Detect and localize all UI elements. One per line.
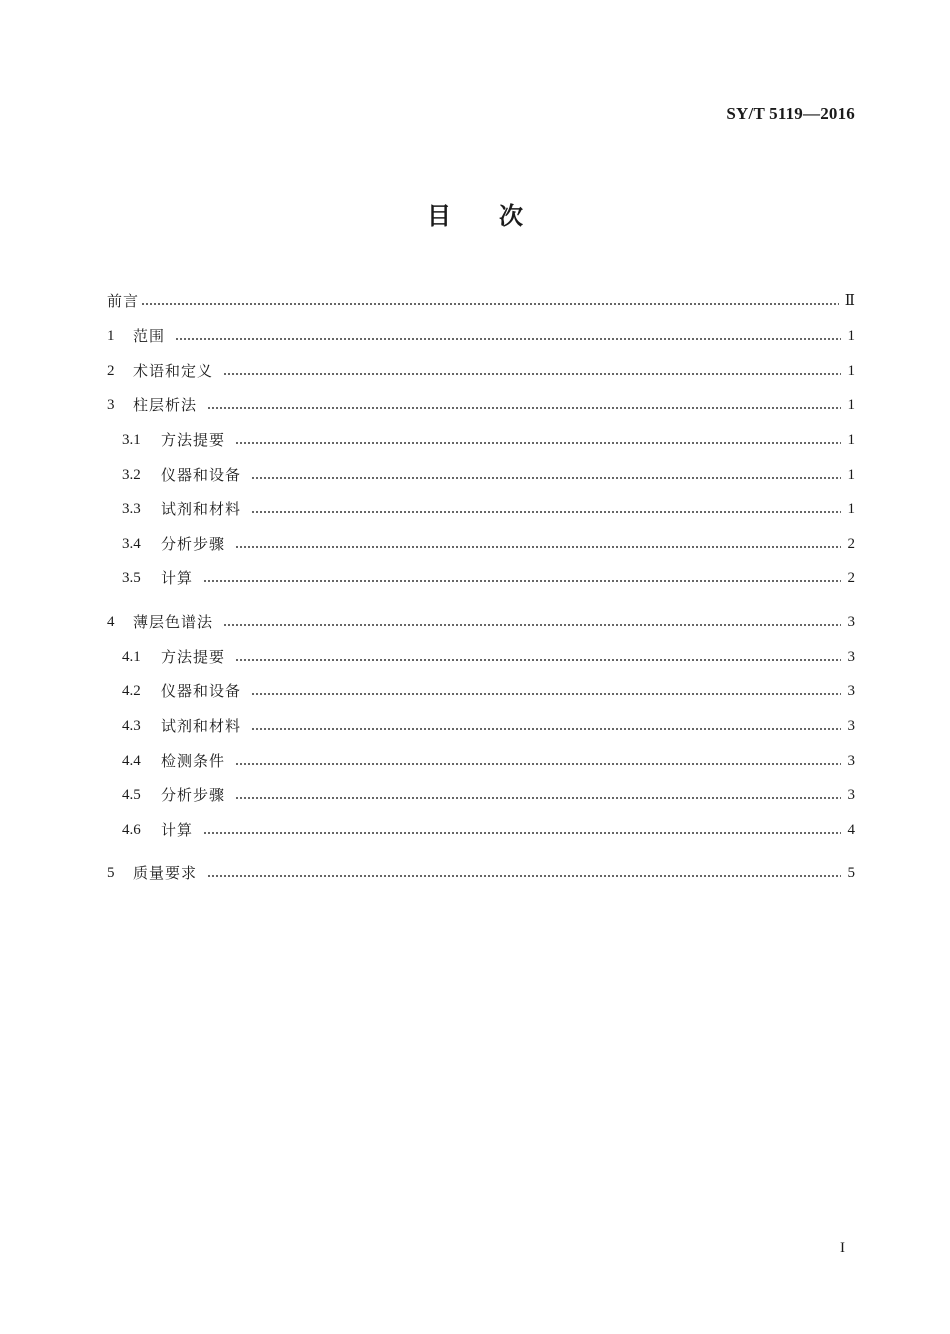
toc-entry-4-3[interactable] — [122, 714, 855, 738]
toc-entry-3-1[interactable] — [122, 428, 855, 452]
toc-entry-title: 试剂和材料 — [161, 500, 242, 518]
toc-entry-page: 3 — [847, 649, 855, 665]
toc-entry-3-4[interactable] — [122, 532, 855, 556]
toc-entry-page: 3 — [847, 753, 855, 769]
toc-leader-dots — [203, 832, 841, 834]
toc-leader-dots — [251, 511, 841, 513]
toc-entry-page: Ⅱ — [844, 293, 855, 309]
toc-leader-dots — [207, 407, 841, 409]
toc-title: 目次 — [427, 202, 571, 230]
toc-entry-page: 1 — [847, 397, 855, 413]
toc-leader-dots — [223, 373, 841, 375]
toc-entry-number: 4.4 — [122, 753, 141, 769]
toc-leader-dots — [141, 303, 839, 305]
toc-entry-number: 3.1 — [122, 432, 141, 448]
toc-entry-number: 4.5 — [122, 787, 141, 803]
toc-entry-number: 3.5 — [122, 570, 141, 586]
toc-entry-page: 4 — [847, 822, 855, 838]
toc-entry-title: 分析步骤 — [161, 535, 226, 553]
toc-entry-number: 4.3 — [122, 718, 141, 734]
toc-entry-title: 计算 — [161, 821, 194, 839]
toc-entry-title: 范围 — [133, 327, 166, 345]
toc-entry-4-5[interactable] — [122, 783, 855, 807]
toc-entry-title: 试剂和材料 — [161, 717, 242, 735]
toc-leader-dots — [203, 580, 841, 582]
toc-entry-number: 2 — [107, 363, 115, 379]
toc-entry-title: 检测条件 — [161, 752, 226, 770]
toc-entry-3-3[interactable] — [122, 497, 855, 521]
toc-leader-dots — [175, 338, 841, 340]
toc-entry-3[interactable] — [107, 393, 855, 417]
toc-entry-title: 前言 — [107, 292, 140, 310]
toc-entry-number: 4 — [107, 614, 115, 630]
toc-entry-page: 1 — [847, 328, 855, 344]
toc-entry-page: 1 — [847, 363, 855, 379]
page-number: I — [840, 1240, 845, 1256]
toc-entry-number: 4.6 — [122, 822, 141, 838]
toc-entry-title: 方法提要 — [161, 648, 226, 666]
toc-leader-dots — [235, 797, 841, 799]
toc-entry-title: 术语和定义 — [133, 362, 214, 380]
toc-leader-dots — [235, 546, 841, 548]
toc-entry-title: 计算 — [161, 569, 194, 587]
toc-entry-title: 仪器和设备 — [161, 682, 242, 700]
toc-leader-dots — [235, 763, 841, 765]
toc-entry-page: 3 — [847, 614, 855, 630]
toc-entry-page: 3 — [847, 718, 855, 734]
toc-entry-3-2[interactable] — [122, 463, 855, 487]
toc-entry-4[interactable] — [107, 610, 855, 634]
toc-entry-title: 分析步骤 — [161, 786, 226, 804]
toc-entry-title: 仪器和设备 — [161, 466, 242, 484]
toc-entry-4-4[interactable] — [122, 749, 855, 773]
toc-leader-dots — [251, 477, 841, 479]
toc-entry-1[interactable] — [107, 324, 855, 348]
toc-entry-4-6[interactable] — [122, 818, 855, 842]
toc-entry-4-1[interactable] — [122, 645, 855, 669]
toc-entry-page: 3 — [847, 683, 855, 699]
toc-entry-number: 4.2 — [122, 683, 141, 699]
toc-leader-dots — [223, 624, 841, 626]
toc-entry-preface[interactable] — [107, 289, 855, 313]
toc-entry-title: 柱层析法 — [133, 396, 198, 414]
standard-code: SY/T 5119—2016 — [726, 104, 855, 123]
toc-entry-page: 2 — [847, 536, 855, 552]
toc-leader-dots — [235, 659, 841, 661]
toc-leader-dots — [207, 875, 841, 877]
toc-entry-number: 5 — [107, 865, 115, 881]
toc-entry-3-5[interactable] — [122, 566, 855, 590]
toc-entry-page: 3 — [847, 787, 855, 803]
toc-entry-number: 3 — [107, 397, 115, 413]
toc-entry-page: 1 — [847, 432, 855, 448]
toc-entry-number: 4.1 — [122, 649, 141, 665]
toc-entry-page: 1 — [847, 467, 855, 483]
toc-entry-4-2[interactable] — [122, 679, 855, 703]
toc-entry-number: 1 — [107, 328, 115, 344]
toc-entry-5[interactable] — [107, 861, 855, 885]
toc-entry-title: 薄层色谱法 — [133, 613, 214, 631]
toc-entry-page: 1 — [847, 501, 855, 517]
toc-entry-number: 3.2 — [122, 467, 141, 483]
toc-entry-page: 5 — [847, 865, 855, 881]
toc-entry-number: 3.4 — [122, 536, 141, 552]
toc-entry-page: 2 — [847, 570, 855, 586]
toc-leader-dots — [251, 693, 841, 695]
toc-entry-title: 质量要求 — [133, 864, 198, 882]
toc-entry-title: 方法提要 — [161, 431, 226, 449]
toc-entry-2[interactable] — [107, 359, 855, 383]
toc-leader-dots — [235, 442, 841, 444]
toc-entry-number: 3.3 — [122, 501, 141, 517]
toc-leader-dots — [251, 728, 841, 730]
